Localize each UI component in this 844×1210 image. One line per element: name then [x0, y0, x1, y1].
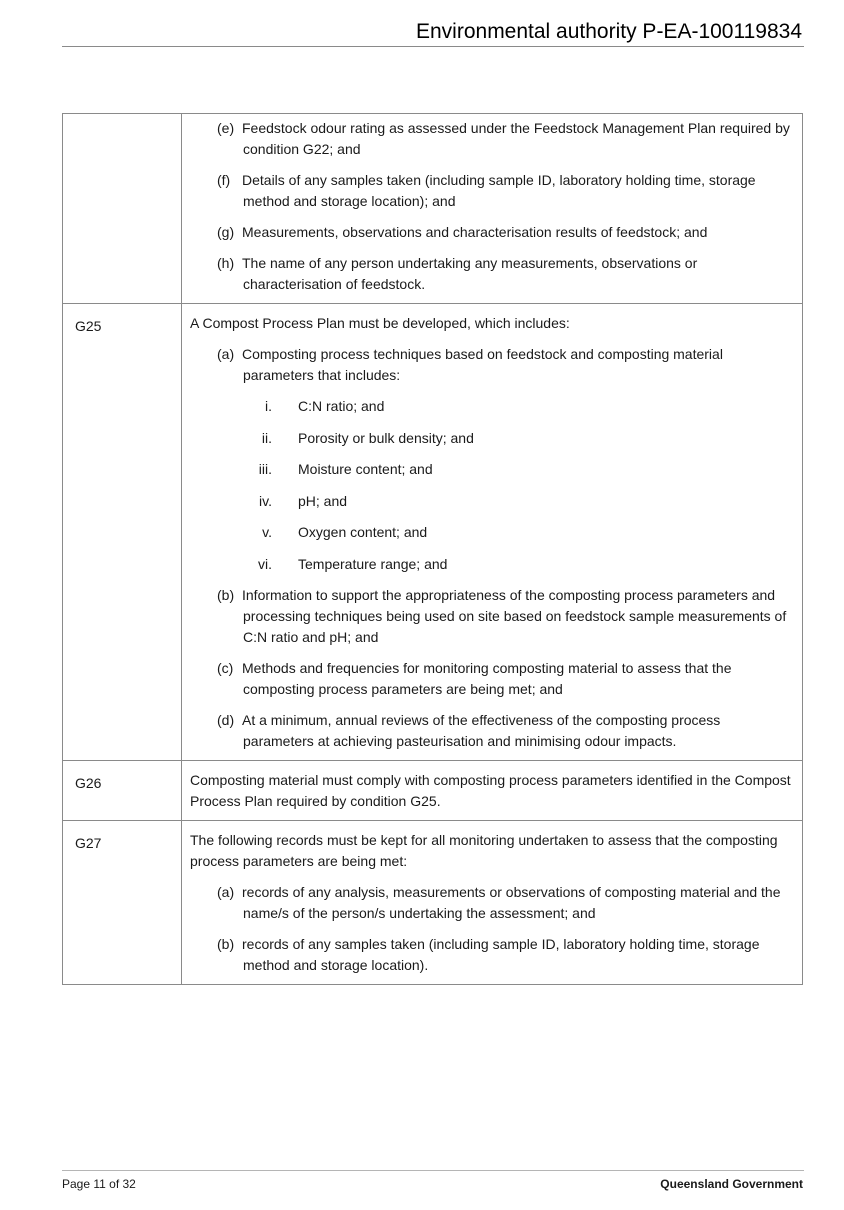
- item-label: (a): [217, 884, 235, 900]
- item-text: Composting process techniques based on feedstock and composting material parameters that includes:: [242, 346, 723, 383]
- sub-item-label: ii.: [261, 429, 272, 446]
- item-text: records of any analysis, measurements or observations of composting material and the name/s of the person/s undertaking the assessment; and: [242, 884, 781, 921]
- table-row: [63, 761, 803, 821]
- condition-body-cell: [182, 304, 803, 761]
- list-item: [190, 710, 794, 752]
- sub-item-label: v.: [262, 524, 272, 540]
- item-label: (c): [217, 660, 234, 676]
- item-label: (h): [217, 255, 235, 271]
- sub-item-text: Temperature range; and: [298, 555, 448, 572]
- sub-list-item: [190, 428, 794, 449]
- condition-body-cell: [182, 821, 803, 985]
- sub-item-label: i.: [265, 398, 272, 414]
- sub-item-text: Porosity or bulk density; and: [298, 429, 474, 446]
- condition-id-cell: G26: [63, 761, 182, 821]
- item-label: (b): [217, 936, 235, 952]
- condition-body-cell: [182, 761, 803, 821]
- sub-list-item: [190, 554, 794, 575]
- list-item: [190, 882, 794, 924]
- sub-item-label: vi.: [258, 555, 272, 572]
- list-item: [190, 934, 794, 976]
- list-item: [190, 170, 794, 212]
- item-text: Measurements, observations and characterisation results of feedstock; and: [242, 224, 708, 240]
- item-label: (d): [217, 712, 235, 728]
- list-item: [190, 222, 794, 243]
- item-text: At a minimum, annual reviews of the effectiveness of the composting process parameters at achieving pasteurisation and minimising odour impacts.: [242, 712, 721, 749]
- organisation-name: Queensland Government: [660, 1177, 803, 1191]
- item-text: Details of any samples taken (including sample ID, laboratory holding time, storage method and storage location); and: [242, 172, 756, 209]
- condition-id-cell: G25: [63, 304, 182, 761]
- sub-list-item: [190, 459, 794, 480]
- sub-list-item: [190, 491, 794, 512]
- item-label: (f): [217, 172, 231, 188]
- sub-list-item: [190, 522, 794, 543]
- sub-item-text: Oxygen content; and: [298, 524, 428, 540]
- item-text: records of any samples taken (including sample ID, laboratory holding time, storage method and storage location).: [242, 936, 760, 973]
- item-text: Information to support the appropriateness of the composting process parameters and processing techniques being used on site based on feedstock sample measurements of C:N ratio and pH; and: [242, 587, 787, 645]
- table-row: [63, 821, 803, 985]
- sub-item-label: iv.: [259, 492, 272, 509]
- list-item: [190, 344, 794, 386]
- condition-id-cell: [63, 114, 182, 304]
- list-item: [190, 253, 794, 295]
- list-item: [190, 118, 794, 160]
- table-row: [63, 304, 803, 761]
- list-item: [190, 585, 794, 648]
- page-footer: [62, 1170, 804, 1195]
- condition-body-cell: [182, 114, 803, 304]
- sub-item-text: pH; and: [298, 492, 348, 509]
- item-label: (b): [217, 587, 235, 603]
- item-text: The name of any person undertaking any measurements, observations or characterisation of feedstock.: [242, 255, 698, 292]
- item-text: Methods and frequencies for monitoring composting material to assess that the composting process parameters are being met; and: [242, 660, 732, 697]
- item-label: (a): [217, 346, 235, 362]
- sub-item-text: C:N ratio; and: [298, 398, 385, 414]
- sub-item-label: iii.: [258, 461, 272, 477]
- condition-id-cell: G27: [63, 821, 182, 985]
- sub-item-text: Moisture content; and: [298, 461, 433, 477]
- condition-intro: Composting material must comply with composting process parameters identified in the Compost Process Plan required by condition G25.: [190, 772, 791, 809]
- item-label: (g): [217, 224, 235, 240]
- document-title: Environmental authority P-EA-100119834: [415, 20, 802, 43]
- conditions-table: [62, 113, 803, 985]
- sub-list-item: [190, 396, 794, 417]
- table-row: [63, 114, 803, 304]
- page-number: Page 11 of 32: [62, 1177, 136, 1191]
- condition-intro: The following records must be kept for all monitoring undertaken to assess that the composting process parameters are being met:: [190, 832, 778, 869]
- condition-intro: A Compost Process Plan must be developed, which includes:: [190, 315, 570, 331]
- page-header: [62, 18, 804, 47]
- item-label: (e): [217, 120, 235, 136]
- list-item: [190, 658, 794, 700]
- item-text: Feedstock odour rating as assessed under the Feedstock Management Plan required by condition G22; and: [242, 120, 790, 157]
